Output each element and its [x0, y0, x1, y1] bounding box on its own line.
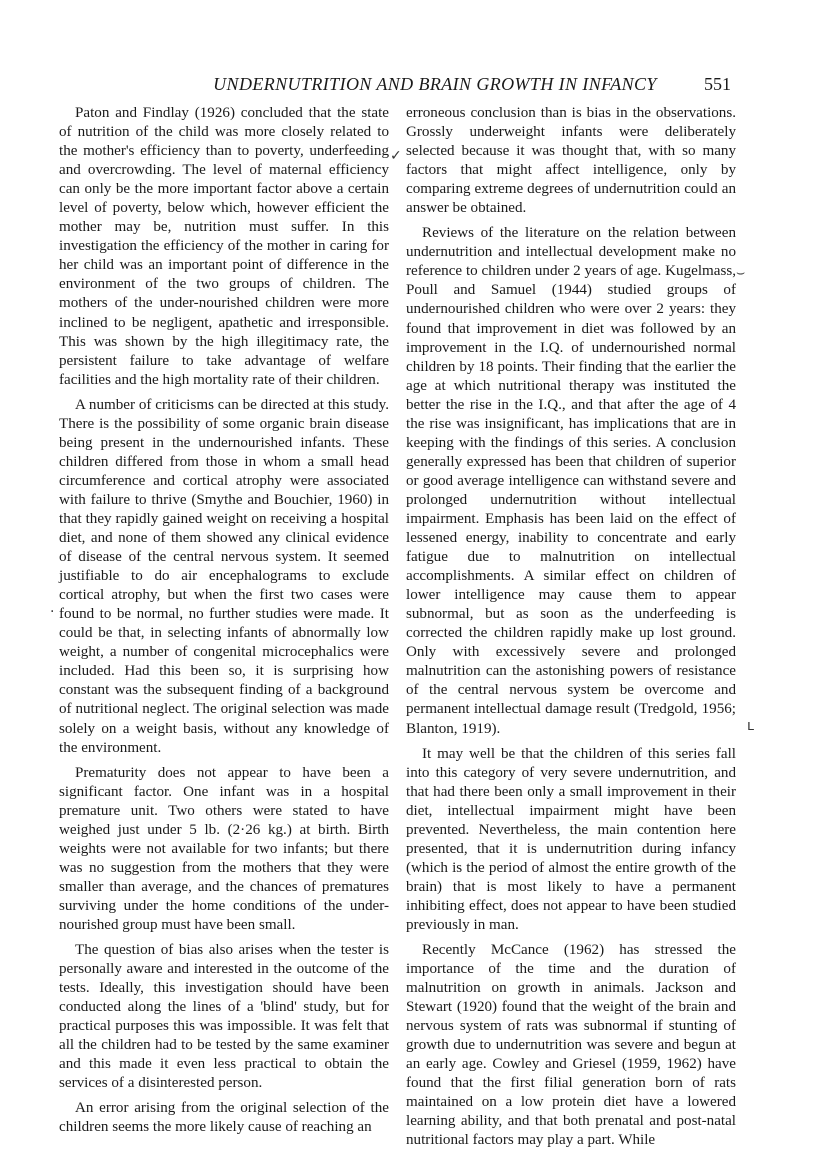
margin-tick-icon: ʟ	[747, 718, 755, 734]
paragraph-continuation: erroneous conclusion than is bias in the observations. Grossly underweight infants were deliberately selected because it was thought that, with so many factors that might affect intelligence, only by comparing extreme degrees of undernutrition could an answer be obtained.	[406, 105, 736, 217]
paragraph: Reviews of the literature on the relation between undernutrition and intellectual development make no reference to children under 2 years of age. Kugelmass, Poull and Samuel (1944) studied groups of undernourished children who were over 2 years: they found that improvement in diet was followed by an improvement in the I.Q. of undernourished normal children by 18 points. Their finding that the earlier the age at which nutritional therapy was instituted the better the rise in the I.Q., and that after the age of 4 the rise was insignificant, has implications that are in keeping with the findings of this series. A conclusion generally expressed has been that children of superior or good average intelligence can withstand severe and prolonged undernutrition without intellectual impairment. Emphasis has been laid on the effect of lessened energy, inability to concentrate and early fatigue due to malnutrition on intellectual accomplishments. A similar effect on children of lower intelligence may cause them to appear subnormal, but as soon as the underfeeding is corrected the children rapidly make up lost ground. Only with excessively severe and prolonged malnutrition can the astonishing powers of resistance of the central nervous system be overcome and permanent intellectual damage result (Tredgold, 1956; Blanton, 1919).	[406, 225, 736, 737]
left-column	[59, 104, 389, 1143]
paragraph: Prematurity does not appear to have been a significant factor. One infant was in a hospital premature unit. Two others were stated to have weighed just under 5 lb. (2·26 kg.) at birth. Birth weights were not available for two infants; but there was no suggestion from the mothers that they were smaller than average, and the chances of prematures surviving under the home conditions of the under-nourished group must have been small.	[59, 764, 389, 933]
paragraph: An error arising from the original selection of the children seems the more likely cause of reaching an	[59, 1100, 389, 1136]
paragraph: The question of bias also arises when the tester is personally aware and interested in the outcome of the tests. Ideally, this investigation should have been conducted along the lines of a 'blind' study, but for practical purposes this was impossible. It was felt that all the children had to be tested by the same examiner and this made it even less practical to obtain the services of a disinterested person.	[59, 942, 389, 1092]
running-title: UNDERNUTRITION AND BRAIN GROWTH IN INFANCY	[213, 74, 657, 94]
paragraph: A number of criticisms can be directed at this study. There is the possibility of some organic brain disease being present in the undernourished infants. These children differed from those in whom a small head circumference and cortical atrophy were associated with failure to thrive (Smythe and Bouchier, 1960) in that they rapidly gained weight on receiving a hospital diet, and none of them showed any clinical evidence of disease of the central nervous system. It seemed justifiable to do air encephalograms to exclude cortical atrophy, but when the first two cases were found to be normal, no further studies were made. It could be that, in selecting infants of abnormally low weight, a number of congenital microcephalics were included. Had this been so, it is surprising how constant was the subsequent finding of a background of nutritional neglect. The original selection was made solely on a weight basis, without any knowledge of the environment.	[59, 396, 389, 756]
paragraph: It may well be that the children of this series fall into this category of very severe undernutrition, and that had there been only a small improvement in their diet, intellectual impairment might have been prevented. Nevertheless, the main contention here presented, that it is undernutrition during infancy (which is the period of almost the entire growth of the brain) that is most likely to have a permanent inhibiting effect, does not appear to have been studied previously in man.	[406, 745, 736, 933]
right-column	[406, 104, 736, 1157]
paragraph: Recently McCance (1962) has stressed the importance of the time and the duration of malnutrition on growth in animals. Jackson and Stewart (1920) found that the weight of the brain and nervous system of rats was subnormal if stunting of growth due to undernutrition was severe and begun at an early age. Cowley and Griesel (1959, 1962) have found that the first filial generation born of rats maintained on a low protein diet have a lowered learning ability, and that both prenatal and post-natal nutritional factors may play a part. While	[406, 942, 736, 1149]
page-number: 551	[704, 74, 731, 94]
margin-checkmark-icon: ✓	[390, 148, 402, 164]
margin-tick-icon: ⌣	[736, 265, 746, 281]
paragraph: Paton and Findlay (1926) concluded that the state of nutrition of the child was more closely related to the mother's efficiency than to poverty, underfeeding and overcrowding. The level of maternal efficiency can only be the more important factor above a certain level of poverty, below which, however efficient the mother may be, nutrition must suffer. In this investigation the efficiency of the mother in caring for her child was an important point of difference in the environment of the two groups of children. The mothers of the under-nourished children were more inclined to be negligent, apathetic and irresponsible. This was shown by the high illegitimacy rate, the persistent failure to take advantage of welfare facilities and the high mortality rate of their children.	[59, 105, 389, 388]
margin-dot-icon: ·	[50, 604, 55, 620]
